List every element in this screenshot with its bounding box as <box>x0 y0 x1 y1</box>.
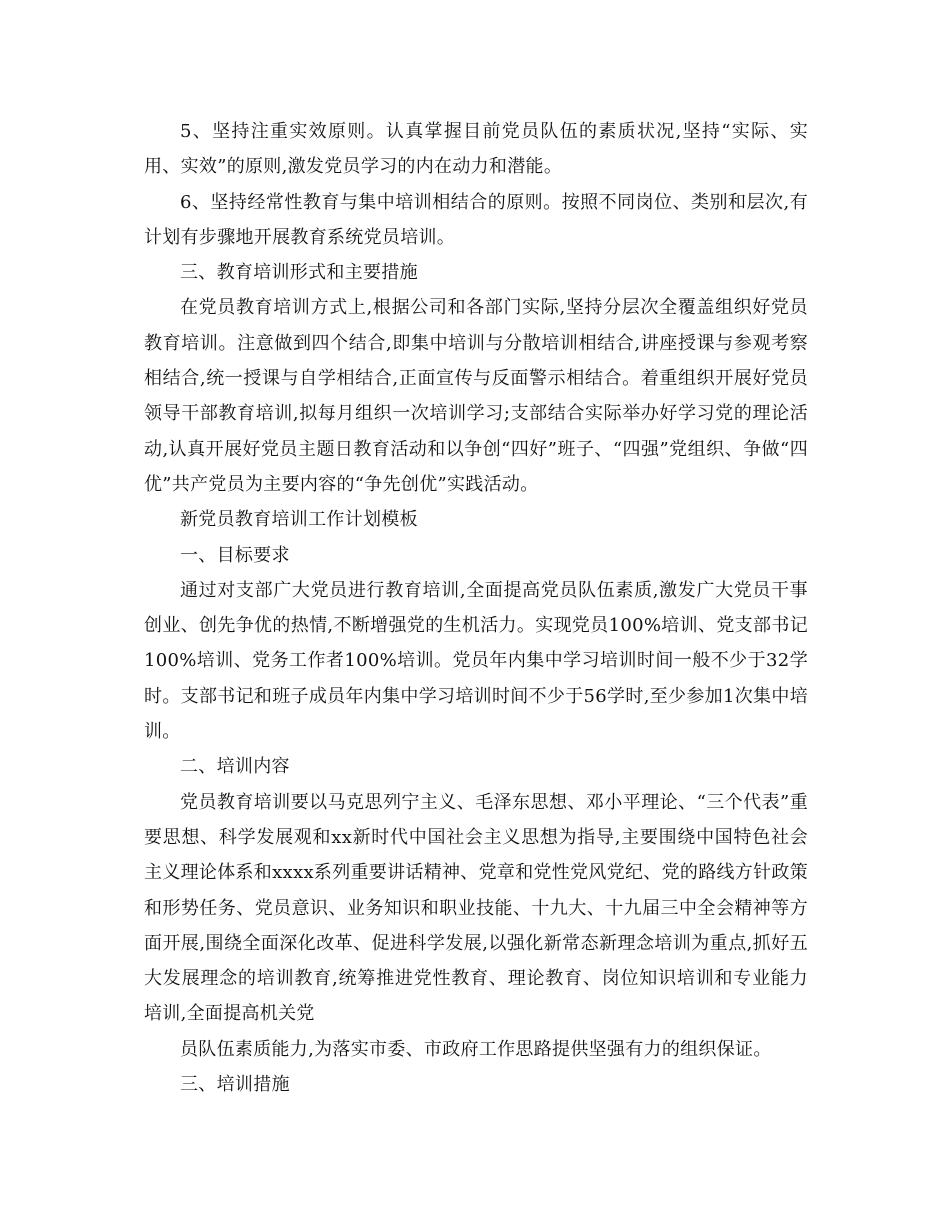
heading-goals: 一、目标要求 <box>180 544 290 566</box>
paragraph-goals: 通过对支部广大党员进行教育培训,全面提高党员队伍素质,激发广大党员干事创业、创先争优的热情,不断增强党的生机活力。实现党员100%培训、党支部书记100%培训、党务工作者100%培训。党员年内集中学习培训时间一般不少于32学时。支部书记和班子成员年内集中学习培训时间不少于56学时,至少参加1次集中培训。 <box>144 579 808 743</box>
paragraph-principle-5: 5、坚持注重实效原则。认真掌握目前党员队伍的素质状况,坚持“实际、实用、实效”的原则,激发党员学习的内在动力和潜能。 <box>144 121 808 178</box>
heading-training-content: 二、培训内容 <box>180 756 290 778</box>
heading-training-measures: 三、培训措施 <box>180 1074 290 1096</box>
heading-plan-template: 新党员教育培训工作计划模板 <box>180 509 418 531</box>
paragraph-principle-6: 6、坚持经常性教育与集中培训相结合的原则。按照不同岗位、类别和层次,有计划有步骤地开展教育系统党员培训。 <box>144 191 808 248</box>
heading-training-forms: 三、教育培训形式和主要措施 <box>180 262 418 284</box>
paragraph-training-methods: 在党员教育培训方式上,根据公司和各部门实际,坚持分层次全覆盖组织好党员教育培训。注意做到四个结合,即集中培训与分散培训相结合,讲座授课与参观考察相结合,统一授课与自学相结合,正面宣传与反面警示相结合。着重组织开展好党员领导干部教育培训,拟每月组织一次培训学习;支部结合实际举办好学习党的理论活动,认真开展好党员主题日教育活动和以争创“四好”班子、“四强”党组织、争做“四优”共产党员为主要内容的“争先创优”实践活动。 <box>144 297 808 495</box>
paragraph-training-content-continued: 员队伍素质能力,为落实市委、市政府工作思路提供坚强有力的组织保证。 <box>180 1038 772 1060</box>
document-page <box>144 114 808 1102</box>
paragraph-training-content: 党员教育培训要以马克思列宁主义、毛泽东思想、邓小平理论、“三个代表”重要思想、科学发展观和xx新时代中国社会主义思想为指导,主要围绕中国特色社会主义理论体系和xxxx系列重要讲话精神、党章和党性党风党纪、党的路线方针政策和形势任务、党员意识、业务知识和职业技能、十九大、十九届三中全会精神等方面开展,围绕全面深化改革、促进科学发展,以强化新常态新理念培训为重点,抓好五大发展理念的培训教育,统筹推进党性教育、理论教育、岗位知识培训和专业能力培训,全面提高机关党 <box>144 791 809 1025</box>
